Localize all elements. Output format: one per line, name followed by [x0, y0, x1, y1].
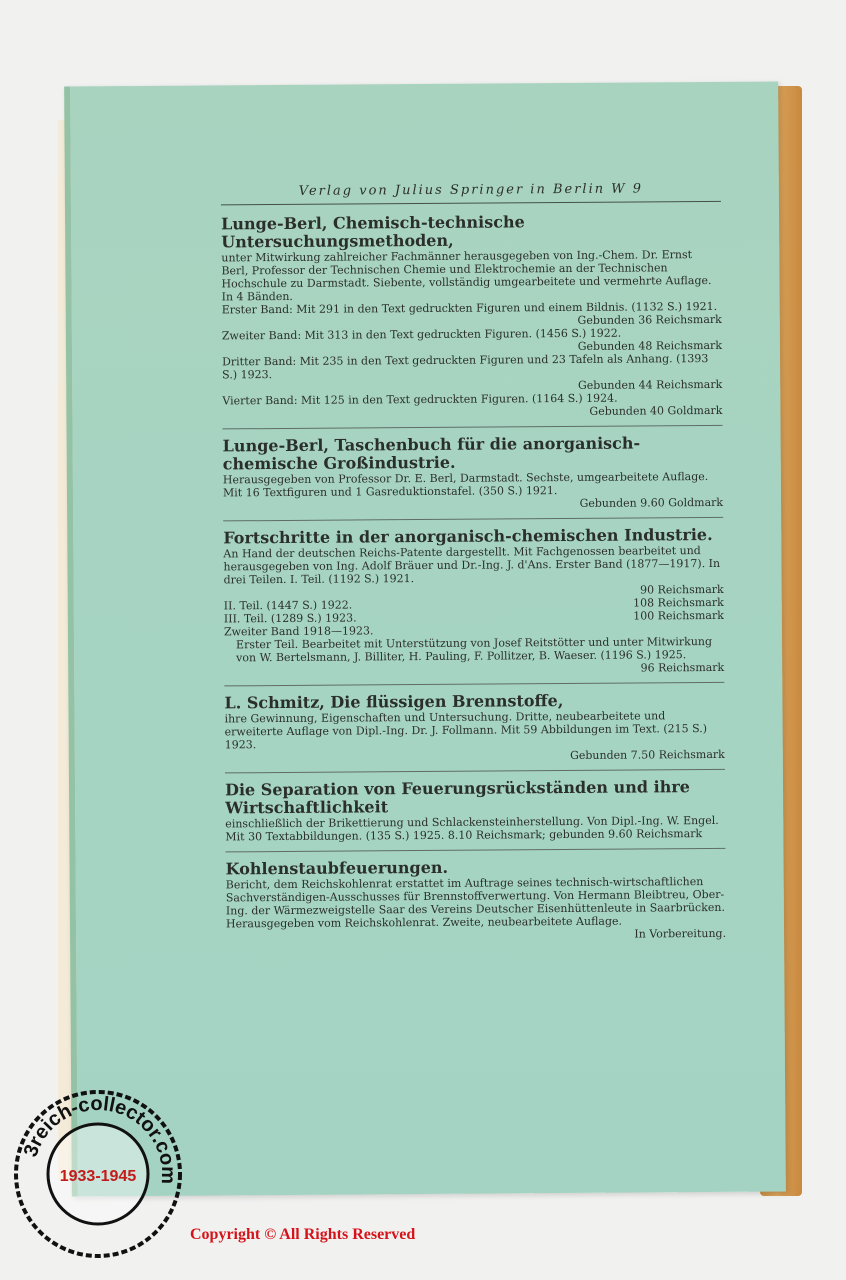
watermark-stamp — [10, 1086, 186, 1262]
part-price: 100 Reichsmark — [633, 608, 724, 623]
entry-title: Lunge-Berl, Chemisch-technische Untersuchungsmethoden, — [221, 212, 525, 252]
volume-row — [222, 352, 722, 381]
entry-title: L. Schmitz, Die flüssigen Brennstoffe, — [224, 691, 564, 713]
publisher-header: Verlag von Julius Springer in Berlin W 9 — [221, 182, 721, 205]
entry-separation — [225, 778, 725, 852]
part-text: II. Teil. (1447 S.) 1922. — [223, 598, 353, 613]
volume-price: Gebunden 36 Reichsmark — [577, 312, 722, 327]
entry-description: Herausgegeben von Professor Dr. E. Berl, Darmstadt. Sechste, umgearbeitete Auflage. Mit 16 Textfiguren und 1 Gasreduktionstafel. (350 S.) 1921. — [222, 470, 709, 500]
entry-status: In Vorbereitung. — [634, 926, 727, 941]
copyright-notice: Copyright © All Rights Reserved — [190, 1226, 416, 1243]
second-volume-description: Erster Teil. Bearbeitet mit Unterstützung von Josef Reitstötter und unter Mitwirkung von W. Bertelsmann, J. Billiter, H. Pauling, F. Pollitzer, B. Waeser. (1196 S.) 1925. — [235, 634, 713, 665]
entry-title: Lunge-Berl, Taschenbuch für die anorganisch-chemische Großindustrie. — [222, 433, 641, 474]
entry-description: An Hand der deutschen Reichs-Patente dargestellt. Mit Fachgenossen bearbeitet und herausgegeben von Ing. Adolf Bräuer und Dr.-Ing. J. d'Ans. Erster Band (1877—1917). In drei Teilen. I. Teil. (1192 S.) 1921. — [223, 544, 721, 587]
entry-brennstoffe — [224, 691, 725, 773]
stamp-ring-text: 3reich-collector.com — [19, 1092, 180, 1185]
entry-taschenbuch — [223, 434, 724, 521]
volume-text: Vierter Band: Mit 125 in den Text gedruckten Figuren. (1164 S.) 1924. — [222, 391, 618, 408]
volume-price: Gebunden 44 Reichsmark — [577, 377, 723, 392]
catalog-page — [64, 82, 786, 1197]
entry-title: Die Separation von Feuerungsrückständen und ihre Wirtschaftlichkeit — [224, 777, 690, 818]
stamp-years: 1933-1945 — [59, 1168, 137, 1185]
entry-title: Kohlenstaubfeuerungen. — [225, 857, 449, 879]
volume-text: Erster Band: Mit 291 in den Text gedruckten Figuren und einem Bildnis. (1132 S.) 1921. — [221, 299, 718, 317]
volume-price: Gebunden 48 Reichsmark — [577, 338, 723, 353]
entry-description: Bericht, dem Reichskohlenrat erstattet im Auftrage seines technisch-wirtschaftlichen Sachverständigen-Ausschusses für Brennstoffverwertung. Von Hermann Bleibtreu, Ober-Ing. der Wärmezweigstelle Saar des Vereins Deutscher Eisenhüttenleute in Saarbrücken. Herausgegeben vom Reichskohlenrat. Zweite, neubearbeitete Auflage. — [225, 875, 725, 931]
entry-price: 90 Reichsmark — [640, 582, 724, 597]
volume-text: Zweiter Band: Mit 313 in den Text gedruckten Figuren. (1456 S.) 1922. — [221, 326, 622, 343]
second-volume-price: 96 Reichsmark — [640, 660, 725, 675]
part-price: 108 Reichsmark — [633, 595, 724, 610]
entry-description: ihre Gewinnung, Eigenschaften und Untersuchung. Dritte, neubearbeitete und erweiterte Auflage von Dipl.-Ing. Dr. J. Follmann. Mit 59 Abbildungen im Text. (215 S.) 1923. — [224, 709, 708, 752]
entry-description: unter Mitwirkung zahlreicher Fachmänner herausgegeben von Ing.-Chem. Dr. Ernst Berl, Professor der Technischen Chemie und Elektrochemie an der Technischen Hochschule zu Darmstadt. Siebente, vollständig umgearbeitete und vermehrte Auflage. In 4 Bänden. — [221, 248, 712, 304]
entry-untersuchungsmethoden — [221, 212, 722, 429]
entry-kohlenstaub — [226, 857, 727, 951]
entry-description: einschließlich der Brikettierung und Schlackensteinherstellung. Von Dipl.-Ing. W. Engel. Mit 30 Textabbildungen. (135 S.) 1925. 8.10 Reichsmark; gebunden 9.60 Reichsmark — [225, 813, 719, 844]
catalog-content — [221, 182, 726, 959]
part-text: III. Teil. (1289 S.) 1923. — [223, 611, 357, 626]
entry-fortschritte — [223, 526, 724, 686]
entry-price: Gebunden 9.60 Goldmark — [579, 495, 724, 510]
entry-price: Gebunden 7.50 Reichsmark — [570, 747, 725, 762]
second-volume-label: Zweiter Band 1918—1923. — [223, 624, 374, 639]
entry-title: Fortschritte in der anorganisch-chemischen Industrie. — [223, 524, 713, 548]
volume-text: Dritter Band: Mit 235 in den Text gedruckten Figuren und 23 Tafeln als Anhang. (1393 S.) 1923. — [222, 352, 709, 382]
volume-price: Gebunden 40 Goldmark — [589, 403, 723, 418]
